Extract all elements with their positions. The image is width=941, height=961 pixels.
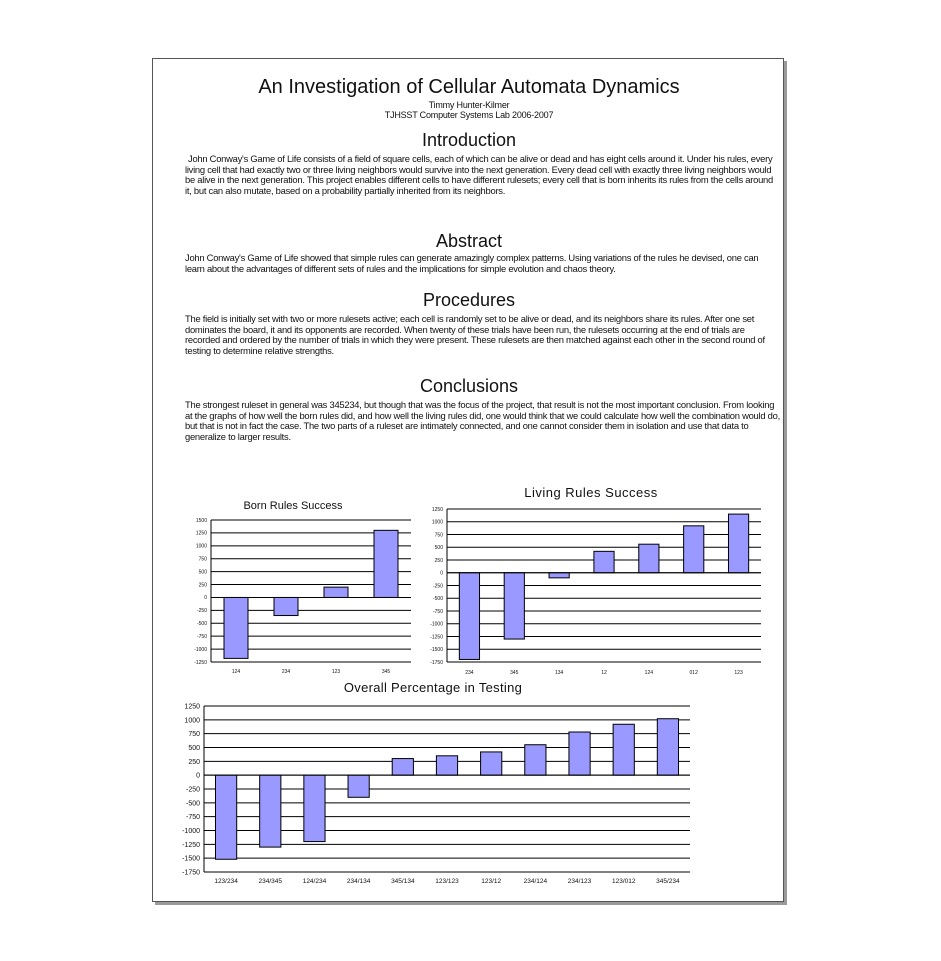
y-tick-label: -1000 — [194, 646, 207, 653]
bar-345-134 — [392, 759, 413, 776]
y-tick-label: 1000 — [195, 543, 207, 550]
x-tick-label: 123/123 — [435, 878, 459, 885]
x-tick-label: 234/124 — [523, 878, 548, 885]
y-tick-label: 500 — [198, 569, 207, 576]
y-tick-label: 0 — [204, 595, 207, 602]
y-tick-label: 0 — [196, 772, 200, 780]
x-tick-label: 12 — [601, 670, 607, 676]
conclusions-text: The strongest ruleset in general was 345234, but though that was the focus of the project, that result is not the most important conclusion. From looking at the graphs of how well the born rules did, and how well the living rules did, one would think that we could calculate how well the combination would do, but that is not in fact the case. The two parts of a ruleset are intimately connected, and one cannot consider them in isolation and use that data to generalize to larger results. — [185, 399, 780, 442]
bar-124-234 — [304, 775, 325, 841]
living-chart-title: Living Rules Success — [524, 485, 658, 500]
overall-chart — [168, 680, 698, 895]
y-tick-label: 1250 — [195, 530, 207, 537]
y-tick-label: 1250 — [184, 703, 200, 711]
y-tick-label: -250 — [432, 583, 443, 590]
y-tick-label: 500 — [188, 744, 200, 752]
x-tick-label: 345/134 — [391, 878, 415, 885]
y-tick-label: 1250 — [431, 506, 443, 513]
y-tick-label: -500 — [185, 800, 200, 808]
x-tick-label: 234/134 — [346, 878, 371, 885]
born-rules-chart — [173, 500, 413, 680]
bar-345-234 — [657, 719, 678, 775]
bar-234 — [274, 597, 298, 615]
bar-12 — [594, 551, 614, 572]
bar-123-234 — [215, 775, 236, 859]
y-tick-label: 500 — [434, 545, 443, 551]
bar-345 — [504, 573, 524, 639]
x-tick-label: 123/12 — [481, 878, 502, 885]
abstract-text: John Conway's Game of Life showed that simple rules can generate amazingly complex patterns. Using variations of the rules he devised, one can learn about the advantages of different sets of rules and the implications for simple evolution and chaos theory. — [185, 252, 759, 274]
introduction-text: John Conway's Game of Life consists of a field of square cells, each of which can be alive or dead and has eight cells around it. Under his rules, every living cell that had exactly two or three living neighbors would survive into the next generation. Every dead cell with exactly three living neighbors would be alive in the next generation. This project enables different cells to have different rulesets; every cell that is born inherits its rules from the cells around it, but can also mutate, based on a probability partially inherited from its neighbors. — [185, 153, 773, 196]
living-chart-svg — [411, 485, 771, 685]
x-tick-label: 234/345 — [258, 878, 283, 885]
bar-234-134 — [348, 775, 369, 797]
y-tick-label: 1000 — [184, 717, 200, 725]
living-rules-chart — [411, 485, 771, 685]
y-tick-label: -500 — [196, 621, 207, 628]
x-tick-label: 345 — [510, 670, 519, 676]
introduction-heading: Introduction — [421, 130, 517, 150]
bar-234-345 — [260, 775, 281, 847]
y-tick-label: -1000 — [430, 621, 443, 628]
poster-title: An Investigation of Cellular Automata Dynamics — [258, 76, 680, 98]
y-tick-label: 0 — [440, 570, 443, 577]
poster-page — [152, 58, 784, 902]
procedures-text: The field is initially set with two or more rulesets active; each cell is randomly set to be alive or dead, and its neighbors share its rules. After one set dominates the board, it and its opponents are recorded. When twenty of these trials have been run, the rulesets occurring at the end of trials are recorded and ordered by the number of trials in which they were present. These rulesets are then matched against each other in the second round of testing to determine relative strengths. — [185, 313, 765, 356]
y-tick-label: 1000 — [431, 519, 443, 526]
x-tick-label: 123/012 — [611, 878, 636, 885]
x-tick-label: 124 — [644, 670, 654, 676]
x-tick-label: 345 — [381, 669, 391, 675]
bar-345 — [374, 530, 398, 597]
y-tick-label: 250 — [198, 582, 207, 589]
bar-234 — [459, 573, 479, 660]
y-tick-label: -1250 — [430, 634, 443, 641]
x-tick-label: 134 — [554, 670, 564, 676]
y-tick-label: 1500 — [195, 517, 207, 524]
y-tick-label: 750 — [198, 556, 207, 563]
y-tick-label: -750 — [432, 608, 443, 615]
x-tick-label: 123/234 — [214, 878, 238, 885]
bar-234-123 — [569, 732, 590, 775]
x-tick-label: 123 — [331, 669, 341, 675]
bar-123-012 — [613, 724, 634, 775]
y-tick-label: -1750 — [182, 869, 200, 877]
y-tick-label: -1000 — [182, 827, 200, 835]
bar-124 — [224, 597, 248, 658]
y-tick-label: -1750 — [430, 659, 443, 666]
y-tick-label: -1500 — [182, 855, 200, 863]
y-tick-label: -250 — [185, 786, 200, 794]
bar-123-12 — [481, 752, 502, 775]
bar-123 — [728, 514, 748, 573]
abstract-heading: Abstract — [435, 231, 503, 251]
x-tick-label: 234/123 — [567, 878, 592, 885]
bar-012 — [684, 526, 704, 573]
y-tick-label: -250 — [196, 608, 207, 615]
x-tick-label: 123 — [734, 670, 743, 676]
overall-chart-title: Overall Percentage in Testing — [343, 680, 523, 695]
conclusions-heading: Conclusions — [419, 376, 519, 396]
y-tick-label: 750 — [434, 532, 443, 539]
bar-234-124 — [525, 745, 546, 775]
overall-chart-svg — [168, 680, 698, 895]
x-tick-label: 234 — [465, 670, 474, 676]
x-tick-label: 012 — [689, 670, 698, 676]
y-tick-label: -750 — [196, 633, 207, 640]
y-tick-label: -1250 — [194, 659, 207, 666]
poster-lab: TJHSST Computer Systems Lab 2006-2007 — [384, 110, 554, 120]
born-chart-svg — [173, 500, 413, 680]
procedures-heading: Procedures — [422, 290, 516, 310]
x-tick-label: 234 — [281, 669, 291, 675]
born-chart-title: Born Rules Success — [243, 500, 343, 512]
y-tick-label: 250 — [434, 557, 443, 564]
poster-author: Timmy Hunter-Kilmer — [428, 100, 510, 110]
y-tick-label: -750 — [185, 814, 200, 822]
bar-123-123 — [436, 756, 457, 775]
y-tick-label: -1500 — [430, 647, 443, 653]
bar-134 — [549, 573, 569, 578]
x-tick-label: 124 — [231, 669, 241, 675]
y-tick-label: -500 — [432, 596, 443, 602]
x-tick-label: 124/234 — [302, 878, 327, 885]
y-tick-label: -1250 — [182, 841, 200, 849]
y-tick-label: 250 — [188, 758, 200, 766]
bar-124 — [639, 544, 659, 573]
bar-123 — [324, 587, 348, 597]
y-tick-label: 750 — [188, 731, 200, 739]
x-tick-label: 345/234 — [656, 878, 680, 885]
